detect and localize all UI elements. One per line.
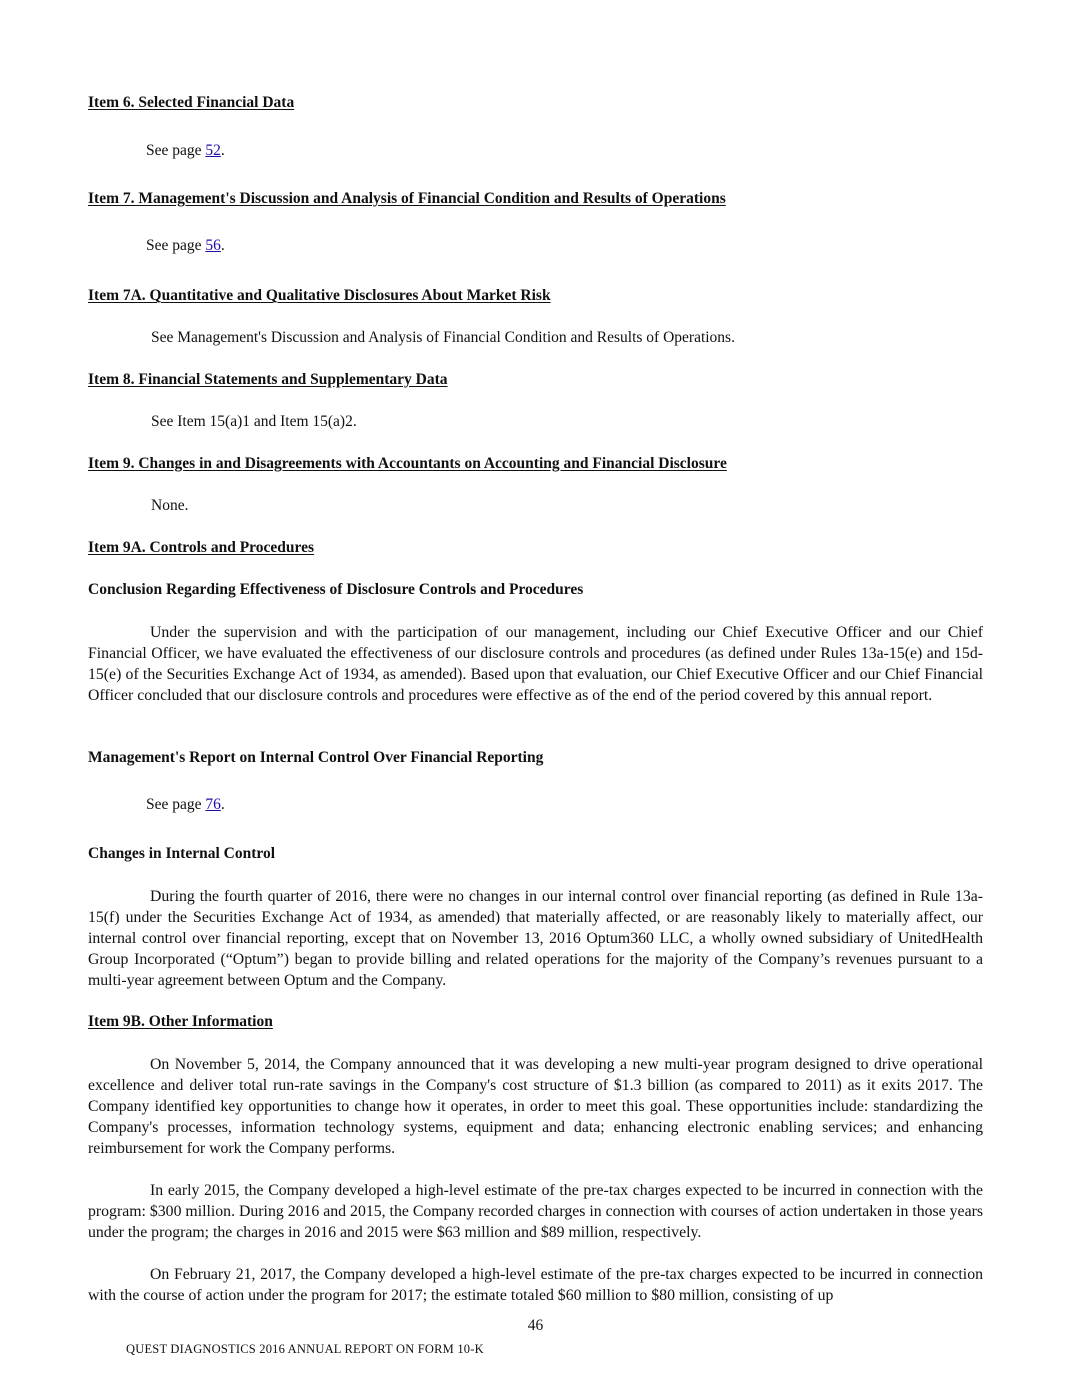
item8-heading: Item 8. Financial Statements and Supplementary Data [88, 371, 448, 388]
period: . [220, 142, 225, 159]
item7a-text: See Management's Discussion and Analysis of Financial Condition and Results of Operations. [151, 329, 735, 346]
management-report-heading: Management's Report on Internal Control Over Financial Reporting [88, 749, 544, 766]
item9b-paragraph-1: On November 5, 2014, the Company announced that it was developing a new multi-year program designed to drive operational excellence and deliver total run-rate savings in the Company's cost structure of $1.3 billion (as compared to 2011) as it exits 2017. The Company identified key opportunities to change how it operates, in order to meet this goal. These opportunities include: standardizing the Company's processes, information technology systems, equipment and data; enhancing electronic enabling services; and enhancing reimbursement for work the Company performs. [88, 1056, 983, 1157]
item9b-paragraph-2: In early 2015, the Company developed a high-level estimate of the pre-tax charges expected to be incurred in connection with the program: $300 million. During 2016 and 2015, the Company recorded charges in connection with courses of action undertaken in those years under the program; the charges in 2016 and 2015 were $63 million and $89 million, respectively. [88, 1182, 983, 1241]
item7-heading: Item 7. Management's Discussion and Analysis of Financial Condition and Results of Operations [88, 190, 726, 207]
changes-paragraph: During the fourth quarter of 2016, there were no changes in our internal control over financial reporting (as defined in Rule 13a-15(f) under the Securities Exchange Act of 1934, as amended) that materially affected, or are reasonably likely to materially affect, our internal control over financial reporting, except that on November 13, 2016 Optum360 LLC, a wholly owned subsidiary of UnitedHealth Group Incorporated (“Optum”) began to provide billing and related operations for the majority of the Company’s revenues pursuant to a multi-year agreement between Optum and the Company. [88, 888, 983, 989]
page-56-link[interactable]: 56 [205, 237, 221, 254]
conclusion-paragraph: Under the supervision and with the participation of our management, including our Chief Executive Officer and our Chief Financial Officer, we have evaluated the effectiveness of our disclosure controls and procedures (as defined under Rules 13a-15(e) and 15d-15(e) of the Securities Exchange Act of 1934, as amended). Based upon that evaluation, our Chief Executive Officer and our Chief Financial Officer concluded that our disclosure controls and procedures were effective as of the end of the period covered by this annual report. [88, 624, 983, 704]
item9a-heading: Item 9A. Controls and Procedures [88, 539, 315, 556]
item7-see-page [146, 237, 225, 255]
see-page-text: See page [146, 796, 206, 813]
page-52-link[interactable]: 52 [205, 142, 221, 159]
item8-text: See Item 15(a)1 and Item 15(a)2. [151, 413, 357, 430]
item9-text: None. [151, 497, 189, 514]
see-page-text: See page [146, 237, 206, 254]
period: . [220, 796, 225, 813]
footer-title: QUEST DIAGNOSTICS 2016 ANNUAL REPORT ON FORM 10-K [126, 1342, 484, 1356]
page-number: 46 [527, 1317, 544, 1334]
item9b-paragraph-3: On February 21, 2017, the Company developed a high-level estimate of the pre-tax charges expected to be incurred in connection with the course of action under the program for 2017; the estimate totaled $60 million to $80 million, consisting of up [88, 1266, 983, 1304]
item9b-heading: Item 9B. Other Information [88, 1013, 273, 1030]
changes-heading: Changes in Internal Control [88, 845, 276, 862]
see-page-text: See page [146, 142, 206, 159]
management-report-see-page [146, 796, 225, 814]
page-76-link[interactable]: 76 [205, 796, 221, 813]
item7a-heading: Item 7A. Quantitative and Qualitative Disclosures About Market Risk [88, 287, 551, 304]
item6-see-page [146, 142, 225, 160]
conclusion-heading: Conclusion Regarding Effectiveness of Disclosure Controls and Procedures [88, 581, 584, 598]
period: . [220, 237, 225, 254]
item6-heading: Item 6. Selected Financial Data [88, 94, 295, 111]
item9-heading: Item 9. Changes in and Disagreements with Accountants on Accounting and Financial Disclosure [88, 455, 727, 472]
